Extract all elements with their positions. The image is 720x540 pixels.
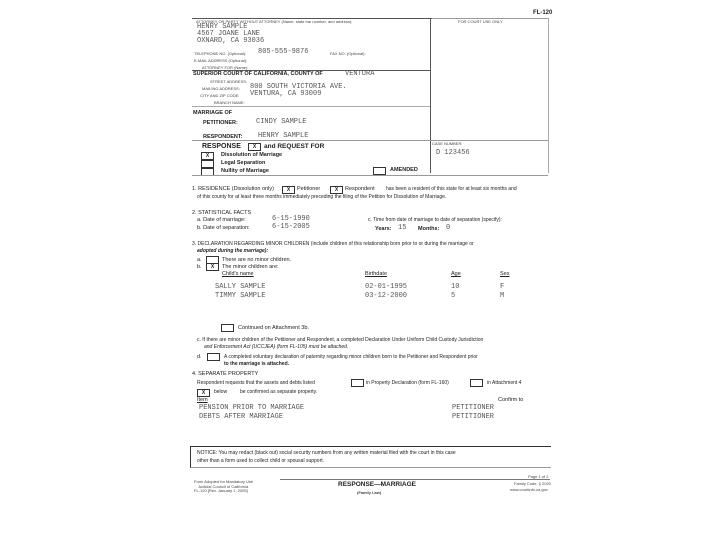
footer-subtitle: (Family Law) [357,490,382,495]
no-children-text: There are no minor children. [222,257,292,263]
below-checkbox[interactable]: X [197,389,210,397]
col-sex: Sex [500,271,510,277]
case-number-label: CASE NUMBER: [432,141,463,146]
legal-separation-checkbox[interactable] [201,160,214,168]
attorney-for-label: ATTORNEY FOR (Name): [202,65,249,70]
property-opt2: in Attachment 4 [487,380,522,386]
case-number: D 123456 [436,149,470,157]
item-c-text: c. If there are minor children of the Petitioner and Respondent, a completed Declaration Under Uniform Child Custody Jurisdiction [197,337,484,343]
notice-text: NOTICE: You may redact (black out) social security numbers from any written material filed with the court in this case [197,450,456,456]
months-label: Months: [418,226,440,232]
family-code: Family Code, § 2020 [514,481,551,486]
residence-text: of this county for at least three months immediately preceding the filing of the Petition for Dissolution of Marriage. [197,194,447,200]
col-child-name: Child's name [222,271,254,277]
respondent: HENRY SAMPLE [258,132,309,140]
amended-label: AMENDED [390,167,418,173]
notice-box [190,446,551,468]
email-label: E-MAIL ADDRESS (Optional): [194,58,248,63]
property-declaration-checkbox[interactable] [351,379,364,387]
child-name: SALLY SAMPLE [215,283,266,291]
residence-label: 1. RESIDENCE (Dissolution only) [192,186,274,192]
court-use-label: FOR COURT USE ONLY [458,19,503,24]
separation-date-label: b. Date of separation: [197,225,250,231]
form-id: FL-120 [533,10,553,16]
court-title: SUPERIOR COURT OF CALIFORNIA, COUNTY OF [193,71,323,77]
telephone-label: TELEPHONE NO. (Optional): [194,51,247,56]
website: www.courtinfo.ca.gov [510,487,548,492]
marriage-date: 6-15-1990 [272,215,310,223]
street-label: STREET ADDRESS: [210,79,248,84]
attorney-label: ATTORNEY OR PARTY WITHOUT ATTORNEY (Name, state bar number, and address): [196,19,353,24]
child-name: TIMMY SAMPLE [215,292,266,300]
footer-left: Form Adopted for Mandatory Use [194,479,254,484]
attachment4-checkbox[interactable] [470,379,483,387]
stats-label: 2. STATISTICAL FACTS [192,210,252,216]
dissolution-checkbox[interactable]: X [201,152,214,160]
children-label: 3. DECLARATION REGARDING MINOR CHILDREN (include children of this relationship born prior to or during the marriage or [192,241,474,247]
response-label: RESPONSE [202,143,241,150]
child-age: 5 [451,292,456,300]
item-a-label: a. [197,257,202,263]
col-age: Age [451,271,461,277]
child-birthdate: 02-01-1995 [365,283,408,291]
child-birthdate: 03-12-2000 [365,292,408,300]
item-b-label: b. [197,264,202,270]
property-confirm-to: PETITIONER [452,404,495,412]
residence-petitioner-checkbox[interactable]: X [282,186,295,194]
child-sex: M [500,292,505,300]
respondent-label: RESPONDENT: [203,134,243,140]
col-item: Item [197,397,208,403]
minor-children-checkbox[interactable]: X [206,263,219,271]
page-number: Page 1 of 2 [528,474,549,479]
attorney-line: HENRY SAMPLE [197,23,248,31]
telephone: 805-555-9876 [258,48,309,56]
item-c-text: and Enforcement Act (UCCJEA) (form FL-105) must be attached. [204,344,349,350]
residence-respondent-checkbox[interactable]: X [330,186,343,194]
below-label: below [214,389,228,395]
continued-text: Continued on Attachment 3b. [238,325,309,331]
property-text: Respondent requests that the assets and debts listed [197,380,315,386]
notice-text: other than a form used to collect child or spousal support. [197,458,325,464]
petitioner: CINDY SAMPLE [256,118,307,126]
separation-date: 6-15-2005 [272,223,310,231]
years-label: Years: [375,226,392,232]
attorney-line: OXNARD, CA 93036 [197,37,265,45]
col-birthdate: Birthdate [365,271,388,277]
city: VENTURA, CA 93009 [250,90,322,98]
fax-label: FAX NO. (Optional): [330,51,366,56]
county: VENTURA [345,70,375,78]
marriage-date-label: a. Date of marriage: [197,217,246,223]
child-sex: F [500,283,505,291]
continued-checkbox[interactable] [221,324,234,332]
residence-respondent: Respondent [345,186,375,192]
legal-separation-label: Legal Separation [221,160,266,166]
footer-left: FL-120 [Rev. January 1, 2005] [194,488,248,493]
property-item: PENSION PRIOR TO MARRIAGE [199,404,305,412]
footer-left: Judicial Council of California [198,483,249,489]
footer-title: RESPONSE—MARRIAGE [338,481,417,488]
petitioner-label: PETITIONER: [203,120,238,126]
residence-petitioner: Petitioner [297,186,321,192]
property-label: 4. SEPARATE PROPERTY [192,371,259,377]
amended-checkbox[interactable] [373,167,386,175]
city-label: CITY AND ZIP CODE: [200,93,240,98]
mailing-address: 800 SOUTH VICTORIA AVE. [250,83,347,91]
branch-label: BRANCH NAME: [214,100,245,105]
paternity-checkbox[interactable] [207,353,220,361]
marriage-of: MARRIAGE OF [193,110,233,116]
dissolution-label: Dissolution of Marriage [221,152,283,158]
property-item: DEBTS AFTER MARRIAGE [199,413,284,421]
response-checkbox[interactable]: X [248,143,261,151]
property-text2: be confirmed as separate property. [240,389,318,395]
mailing-label: MAILING ADDRESS: [202,86,240,91]
item-d-label: d. [197,354,202,360]
property-opt1: in Property Declaration (form FL-160) [366,380,449,386]
months: 0 [446,224,451,232]
children-label2: adopted during the marriage): [197,248,269,254]
attorney-line: 4567 JOANE LANE [197,30,261,38]
time-label: c. Time from date of marriage to date of separation (specify): [368,217,502,223]
item-d-text: A completed voluntary declaration of paternity regarding minor children born to the Petitioner and Respondent prior [224,354,478,360]
minor-children-text: The minor children are: [222,264,279,270]
child-age: 10 [451,283,460,291]
property-confirm-to: PETITIONER [452,413,495,421]
item-d-text: to the marriage is attached. [224,361,290,367]
col-confirm-to: Confirm to [498,397,524,403]
nullity-label: Nullity of Marriage [221,168,269,174]
residence-text: has been a resident of this state for at least six months and [386,186,517,192]
request-label: and REQUEST FOR [264,143,325,150]
years: 15 [398,224,407,232]
